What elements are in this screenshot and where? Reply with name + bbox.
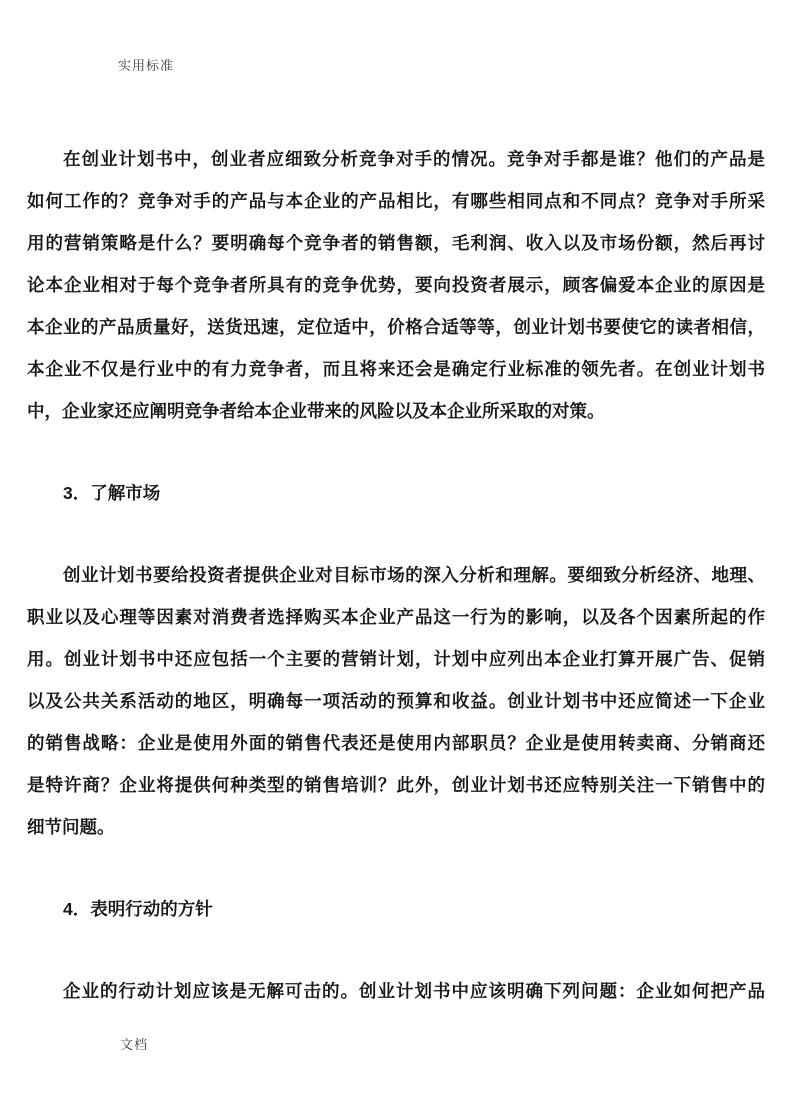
page-header: 实用标准 [118,58,175,73]
page-footer: 文档 [120,1037,149,1052]
document-body [27,138,765,1012]
text-line: 是特许商？企业将提供何种类型的销售培训？此外，创业计划书还应特别关注一下销售中的 [27,775,765,795]
section-heading: 3．了解市场 [63,483,161,503]
text-line: 论本企业相对于每个竞争者所具有的竞争优势，要向投资者展示，顾客偏爱本企业的原因是 [27,275,765,295]
text-line: 本企业的产品质量好，送货迅速，定位适中，价格合适等等，创业计划书要使它的读者相信， [27,317,765,337]
text-line: 在创业计划书中，创业者应细致分析竞争对手的情况。竞争对手都是谁？他们的产品是 [63,149,765,169]
text-line: 中，企业家还应阐明竞争者给本企业带来的风险以及本企业所采取的对策。 [27,401,605,421]
text-line: 创业计划书要给投资者提供企业对目标市场的深入分析和理解。要细致分析经济、地理、 [63,565,765,585]
text-line: 细节问题。 [27,817,115,837]
text-line: 的销售战略：企业是使用外面的销售代表还是使用内部职员？企业是使用转卖商、分销商还 [27,733,765,753]
text-line: 以及公共关系活动的地区，明确每一项活动的预算和收益。创业计划书中还应简述一下企业 [27,691,765,711]
text-line: 本企业不仅是行业中的有力竞争者，而且将来还会是确定行业标准的领先者。在创业计划书 [27,359,765,379]
text-line: 用的营销策略是什么？要明确每个竞争者的销售额，毛利润、收入以及市场份额，然后再讨 [27,233,765,253]
paragraph [27,970,765,1012]
paragraph [27,554,765,848]
text-line: 企业的行动计划应该是无解可击的。创业计划书中应该明确下列问题：企业如何把产品 [63,981,765,1001]
text-line: 职业以及心理等因素对消费者选择购买本企业产品这一行为的影响，以及各个因素所起的作 [27,607,765,627]
text-line: 如何工作的？竞争对手的产品与本企业的产品相比，有哪些相同点和不同点？竞争对手所采 [27,191,765,211]
section-heading: 4．表明行动的方针 [63,899,213,919]
paragraph [27,138,765,432]
text-line: 用。创业计划书中还应包括一个主要的营销计划，计划中应列出本企业打算开展广告、促销 [27,649,765,669]
